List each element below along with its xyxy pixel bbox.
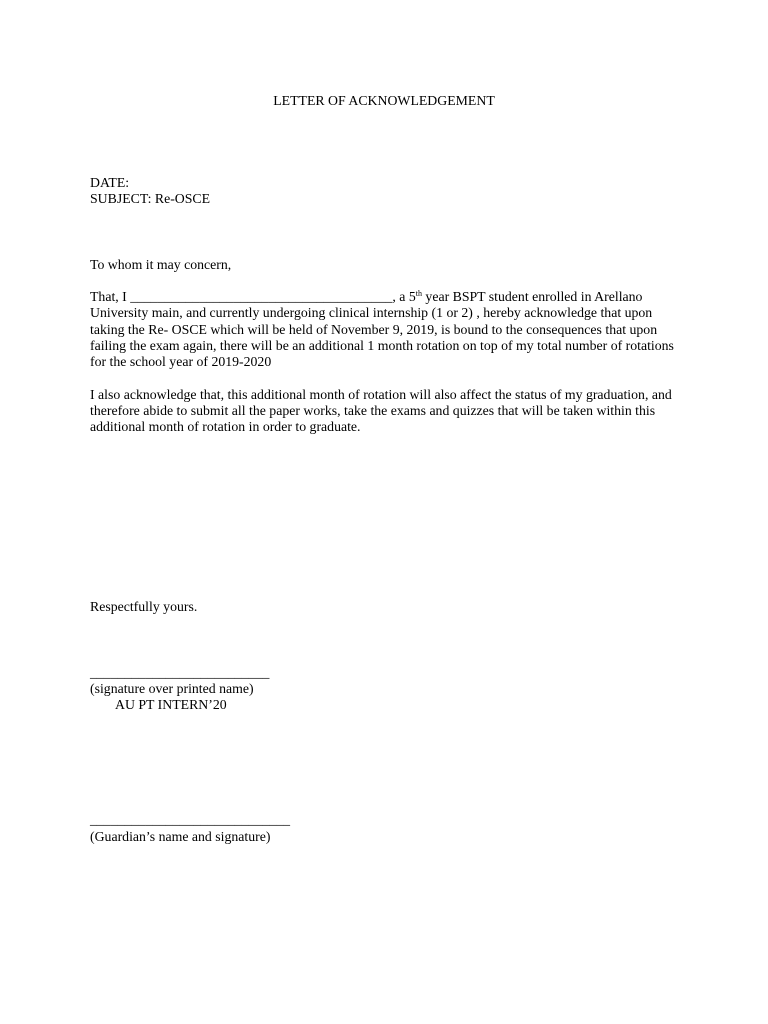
paragraph1-line1-start: That, I ______________________________________, a 5 bbox=[90, 289, 416, 304]
signature-line: __________________________ bbox=[90, 665, 270, 680]
paragraph1-line: failing the exam again, there will be an additional 1 month rotation on top of my total number of rotations bbox=[90, 338, 674, 353]
signature-caption: (signature over printed name) bbox=[90, 681, 254, 696]
letter-title: LETTER OF ACKNOWLEDGEMENT bbox=[273, 93, 495, 108]
salutation: To whom it may concern, bbox=[90, 257, 232, 272]
paragraph1-line bbox=[90, 289, 642, 305]
paragraph2-line: therefore abide to submit all the paper works, take the exams and quizzes that will be taken within this bbox=[90, 403, 656, 418]
date-label: DATE: bbox=[90, 175, 130, 190]
guardian-signature-line: _____________________________ bbox=[90, 812, 291, 827]
subject-line: SUBJECT: Re-OSCE bbox=[90, 191, 211, 206]
guardian-caption: (Guardian’s name and signature) bbox=[90, 829, 271, 844]
paragraph1-line: University main, and currently undergoing clinical internship (1 or 2) , hereby acknowledge that upon bbox=[90, 305, 653, 320]
paragraph1-line: taking the Re- OSCE which will be held of November 9, 2019, is bound to the consequences that upon bbox=[90, 322, 658, 337]
paragraph2-line: additional month of rotation in order to graduate. bbox=[90, 419, 361, 434]
paragraph1-line: for the school year of 2019-2020 bbox=[90, 354, 272, 369]
closing: Respectfully yours. bbox=[90, 599, 198, 614]
paragraph1-line1-end: year BSPT student enrolled in Arellano bbox=[421, 289, 643, 304]
signer-title: AU PT INTERN’20 bbox=[115, 697, 227, 712]
paragraph2-line: I also acknowledge that, this additional month of rotation will also affect the status of my graduation, and bbox=[90, 387, 672, 402]
ordinal-superscript: th bbox=[415, 289, 422, 298]
